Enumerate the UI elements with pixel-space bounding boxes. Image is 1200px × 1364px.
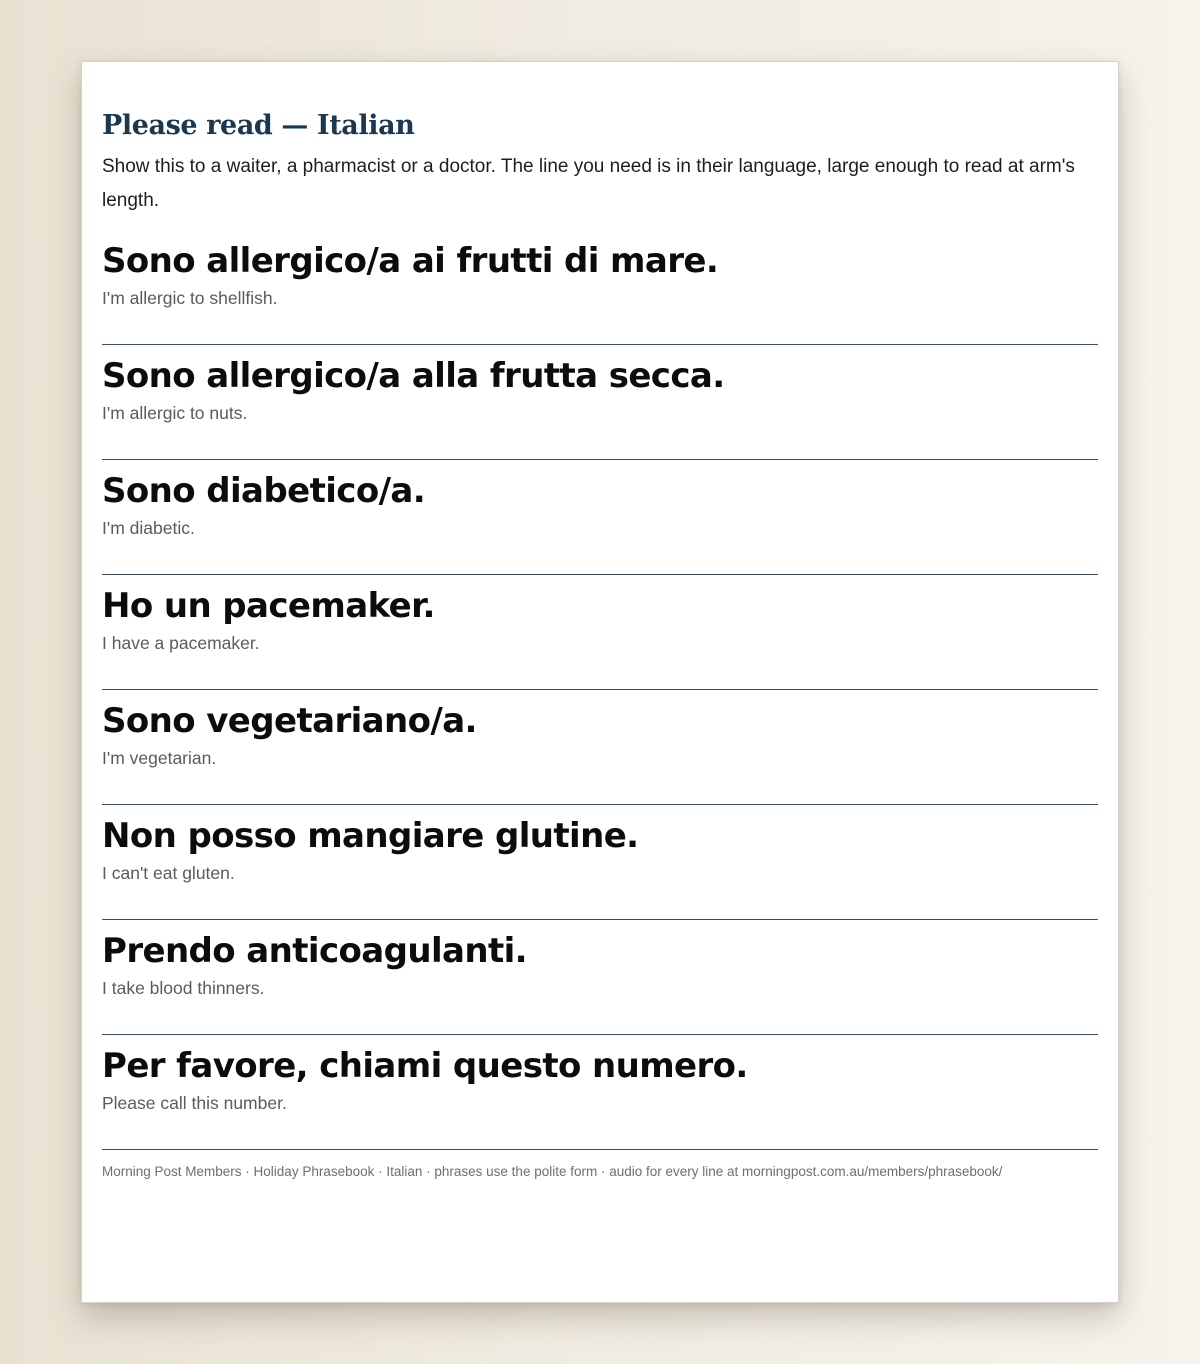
phrase-english: I take blood thinners. [102, 978, 265, 998]
phrase-english: I'm allergic to shellfish. [102, 288, 278, 308]
phrase-item [102, 1035, 1098, 1150]
phrase-italian: Sono diabetico/a. [102, 471, 426, 511]
phrase-italian: Sono vegetariano/a. [102, 701, 477, 741]
phrase-english: I'm vegetarian. [102, 748, 217, 768]
phrase-item [102, 920, 1098, 1035]
phrase-english: I have a pacemaker. [102, 633, 260, 653]
phrase-english: I'm diabetic. [102, 518, 195, 538]
phrase-italian: Ho un pacemaker. [102, 586, 435, 626]
phrase-italian: Non posso mangiare glutine. [102, 816, 639, 856]
phrase-item [102, 345, 1098, 460]
footer-note: Morning Post Members · Holiday Phrasebook · Italian · phrases use the polite form · audio for every line at morningpost.com.au/members/phrasebook/ [102, 1164, 1003, 1179]
intro-text: Show this to a waiter, a pharmacist or a doctor. The line you need is in their language, large enough to read at arm's length. [102, 156, 1075, 211]
phrase-card [81, 61, 1119, 1303]
phrase-item [102, 575, 1098, 690]
phrase-item [102, 805, 1098, 920]
phrase-italian: Prendo anticoagulanti. [102, 931, 527, 971]
phrase-italian: Sono allergico/a ai frutti di mare. [102, 241, 719, 281]
phrase-italian: Per favore, chiami questo numero. [102, 1046, 748, 1086]
phrase-item [102, 460, 1098, 575]
phrase-english: I'm allergic to nuts. [102, 403, 248, 423]
phrase-english: Please call this number. [102, 1093, 287, 1113]
phrase-italian: Sono allergico/a alla frutta secca. [102, 356, 725, 396]
phrase-english: I can't eat gluten. [102, 863, 235, 883]
phrase-list [102, 230, 1098, 1150]
phrase-item [102, 230, 1098, 345]
page-title: Please read — Italian [102, 110, 415, 141]
phrase-item [102, 690, 1098, 805]
